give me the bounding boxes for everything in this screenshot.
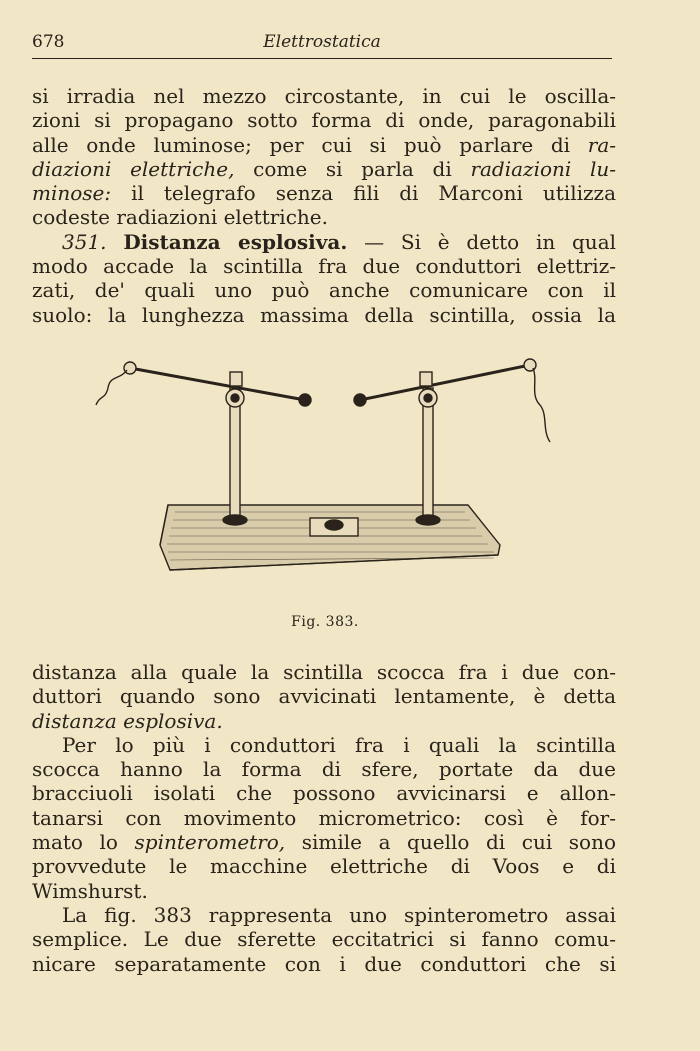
text-line: zati, de' quali uno può anche comunicare con il bbox=[32, 278, 616, 303]
page-header bbox=[32, 30, 612, 59]
text-line: tanarsi con movimento micrometrico: così è for- bbox=[32, 805, 616, 830]
text-line: si irradia nel mezzo circostante, in cui le oscilla- bbox=[32, 84, 616, 108]
text-line: minose: il telegrafo senza fili di Marconi utilizza bbox=[32, 181, 616, 206]
text-line: nicare separatamente con i due conduttori che si bbox=[32, 951, 616, 976]
text-line: Wimshurst. bbox=[32, 878, 148, 903]
text-line: semplice. Le due sferette eccitatrici si fanno comu- bbox=[32, 927, 616, 952]
text-line: duttori quando sono avvicinati lentamente, è detta bbox=[32, 684, 616, 709]
figure-caption: Fig. 383. bbox=[291, 614, 359, 630]
text-line: zioni si propagano sotto forma di onde, paragonabili bbox=[32, 108, 616, 133]
section-heading-line: 351. Distanza esplosiva. — Si è detto in qual bbox=[62, 229, 617, 254]
running-title: Elettrostatica bbox=[263, 32, 381, 52]
text-line: alle onde luminose; per cui si può parlare di ra- bbox=[32, 132, 617, 157]
text-line: scocca hanno la forma di sfere, portate da due bbox=[32, 757, 616, 782]
spark-gap-illustration bbox=[90, 350, 560, 600]
text-line: codeste radiazioni elettriche. bbox=[32, 205, 328, 230]
text-line: modo accade la scintilla fra due conduttori elettriz- bbox=[32, 254, 616, 279]
section-title: Distanza esplosiva. bbox=[123, 229, 348, 254]
text-line: bracciuoli isolati che possono avvicinarsi e allon- bbox=[32, 781, 616, 806]
text-line: distanza esplosiva. bbox=[32, 708, 223, 733]
text-block-bottom bbox=[32, 660, 616, 976]
section-number: 351. bbox=[62, 229, 107, 254]
text-line: Per lo più i conduttori fra i quali la scintilla bbox=[62, 732, 616, 757]
text-line: provvedute le macchine elettriche di Voos e di bbox=[32, 854, 616, 879]
text-line: mato lo spinterometro, simile a quello di cui sono bbox=[32, 830, 617, 855]
text-line: La fig. 383 rappresenta uno spinterometro assai bbox=[62, 902, 616, 927]
text-block-top bbox=[32, 84, 616, 327]
page-number: 678 bbox=[32, 32, 65, 52]
text-line: suolo: la lunghezza massima della scintilla, ossia la bbox=[32, 302, 616, 327]
text-line: diazioni elettriche, come si parla di radiazioni lu- bbox=[32, 156, 617, 181]
text-line: distanza alla quale la scintilla scocca fra i due con- bbox=[32, 660, 616, 684]
